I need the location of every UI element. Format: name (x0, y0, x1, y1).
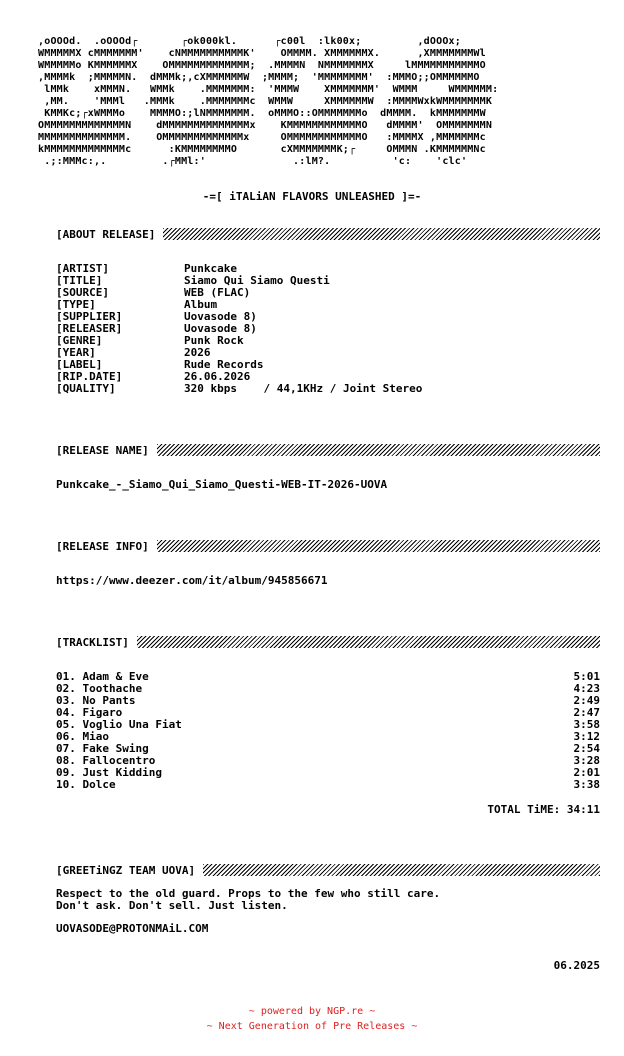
track-title: Miao (82, 730, 109, 743)
section-title: [GREETiNGZ TEAM UOVA] (56, 863, 196, 877)
track-number: 02. (56, 682, 76, 695)
release-date: 06.2025 (553, 959, 600, 972)
about-key: [SUPPLIER] (56, 310, 123, 323)
track-duration: 3:28 (573, 754, 600, 767)
contact-email[interactable]: UOVASODE@PROTONMAiL.COM (56, 922, 209, 935)
track-title: Toothache (82, 682, 143, 695)
section-title: [TRACKLIST] (56, 635, 129, 649)
track-label (56, 779, 116, 791)
track-title: Voglio Una Fiat (82, 718, 182, 731)
track-number: 04. (56, 706, 76, 719)
about-key: [SOURCE] (56, 286, 109, 299)
release-name: Punkcake_-_Siamo_Qui_Siamo_Questi-WEB-IT-2026-UOVA (56, 478, 388, 491)
track-number: 06. (56, 730, 76, 743)
release-info-section-header (56, 539, 600, 553)
track-duration: 3:12 (573, 730, 600, 743)
about-row (56, 383, 422, 395)
track-row (56, 695, 600, 707)
about-key: [RIP.DATE] (56, 370, 123, 383)
about-key: [GENRE] (56, 334, 103, 347)
section-title: [RELEASE NAME] (56, 443, 149, 457)
track-row (56, 767, 600, 779)
about-section-header (56, 227, 600, 241)
track-duration: 2:01 (573, 766, 600, 779)
hatch-divider (203, 864, 600, 876)
track-number: 09. (56, 766, 76, 779)
about-key: [ARTIST] (56, 262, 109, 275)
about-key: [TITLE] (56, 274, 103, 287)
hatch-divider (157, 540, 600, 552)
about-value: Album (184, 298, 218, 311)
about-value: Punk Rock (184, 334, 244, 347)
section-title: [ABOUT RELEASE] (56, 227, 156, 241)
footer-tagline: ~ Next Generation of Pre Releases ~ (206, 1021, 418, 1032)
about-key: [LABEL] (56, 358, 103, 371)
footer-powered-by: ~ powered by NGP.re ~ (248, 1006, 376, 1017)
about-release-list (56, 263, 422, 395)
release-name-section-header (56, 443, 600, 457)
ascii-logo: ,oOOOd. .oOOOd┌ ┌ok000kl. ┌c00l :lk00x; ,dOOOx; WMMMMMX cMMMMMMM' cNMMMMMMMMMMK' OMMMM. XMMMMMMX. ,XMMMMMMMWl WMMMMMo KMMMMMMX OMMMMMMMMMMMMM; .MMMMN NMMMMMMMX lMMMMMMMMMMMO ,MMMMk ;MMMMMN. dMMMk;,cXMMMMMMW ;MMMM; 'MMMMMMMM' :MMMO;;OMMMMMMO lMMk xMMMN. WMMk .MMMMMMM: 'MMMW XMMMMMMM' WMMM WMMMMMM: ,MM. 'MMMl .MMMk .MMMMMMMc WMMW XMMMMMMW :MMMMWxkWMMMMMMMK KMMKc;┌xWMMMo MMMMO:;lNMMMMMMM. oMMMO::OMMMMMMMo dMMMM. kMMMMMMMW OMMMMMMMMMMMMMN dMMMMMMMMMMMMMMx KMMMMMMMMMMMMO dMMMM' OMMMMMMMN MMMMMMMMMMMMMM. OMMMMMMMMMMMMMx OMMMMMMMMMMMMO :MMMMX ,MMMMMMMc kMMMMMMMMMMMMMc :KMMMMMMMMO cXMMMMMMMK;┌ OMMMN .KMMMMMMNc .;:MMMc:,. .┌MMl:' .:lM?. 'c: 'clc' (38, 36, 499, 167)
track-title: Fallocentro (82, 754, 156, 767)
track-number: 05. (56, 718, 76, 731)
track-row (56, 719, 600, 731)
about-row (56, 335, 422, 347)
greetings-section-header (56, 863, 600, 877)
about-value: 2026 (184, 346, 211, 359)
track-title: Fake Swing (82, 742, 149, 755)
track-title: No Pants (82, 694, 136, 707)
about-key: [QUALITY] (56, 382, 116, 395)
about-value: Punkcake (184, 262, 237, 275)
greetings-line: Don't ask. Don't sell. Just listen. (56, 899, 288, 912)
track-title: Adam & Eve (82, 670, 149, 683)
track-duration: 3:58 (573, 718, 600, 731)
tagline: -=[ iTALiAN FLAVORS UNLEASHED ]=- (202, 190, 422, 203)
track-title: Just Kidding (82, 766, 162, 779)
about-value: Uovasode 8) (184, 310, 257, 323)
about-value: 26.06.2026 (184, 370, 251, 383)
about-value: WEB (FLAC) (184, 286, 251, 299)
hatch-divider (137, 636, 600, 648)
track-row (56, 779, 600, 791)
about-key: [TYPE] (56, 298, 96, 311)
tracklist (56, 671, 600, 791)
track-duration: 2:54 (573, 742, 600, 755)
track-duration: 5:01 (573, 670, 600, 683)
track-number: 08. (56, 754, 76, 767)
about-value: Uovasode 8) (184, 322, 257, 335)
hatch-divider (157, 444, 600, 456)
tracklist-section-header (56, 635, 600, 649)
track-row (56, 683, 600, 695)
about-key: [RELEASER] (56, 322, 123, 335)
track-duration: 4:23 (573, 682, 600, 695)
track-duration: 3:38 (573, 778, 600, 791)
greetings-line: Respect to the old guard. Props to the few who still care. (56, 887, 441, 900)
release-info-link[interactable]: https://www.deezer.com/it/album/945856671 (56, 574, 328, 587)
track-title: Figaro (82, 706, 123, 719)
total-time: TOTAL TiME: 34:11 (487, 803, 600, 816)
track-number: 10. (56, 778, 76, 791)
about-value: Siamo Qui Siamo Questi (184, 274, 330, 287)
track-title: Dolce (82, 778, 116, 791)
hatch-divider (163, 228, 600, 240)
track-duration: 2:47 (573, 706, 600, 719)
section-title: [RELEASE INFO] (56, 539, 149, 553)
track-number: 01. (56, 670, 76, 683)
about-row (56, 287, 422, 299)
about-value: 320 kbps / 44,1KHz / Joint Stereo (184, 382, 423, 395)
track-number: 03. (56, 694, 76, 707)
track-number: 07. (56, 742, 76, 755)
about-key: [YEAR] (56, 346, 96, 359)
about-value: Rude Records (184, 358, 264, 371)
track-duration: 2:49 (573, 694, 600, 707)
